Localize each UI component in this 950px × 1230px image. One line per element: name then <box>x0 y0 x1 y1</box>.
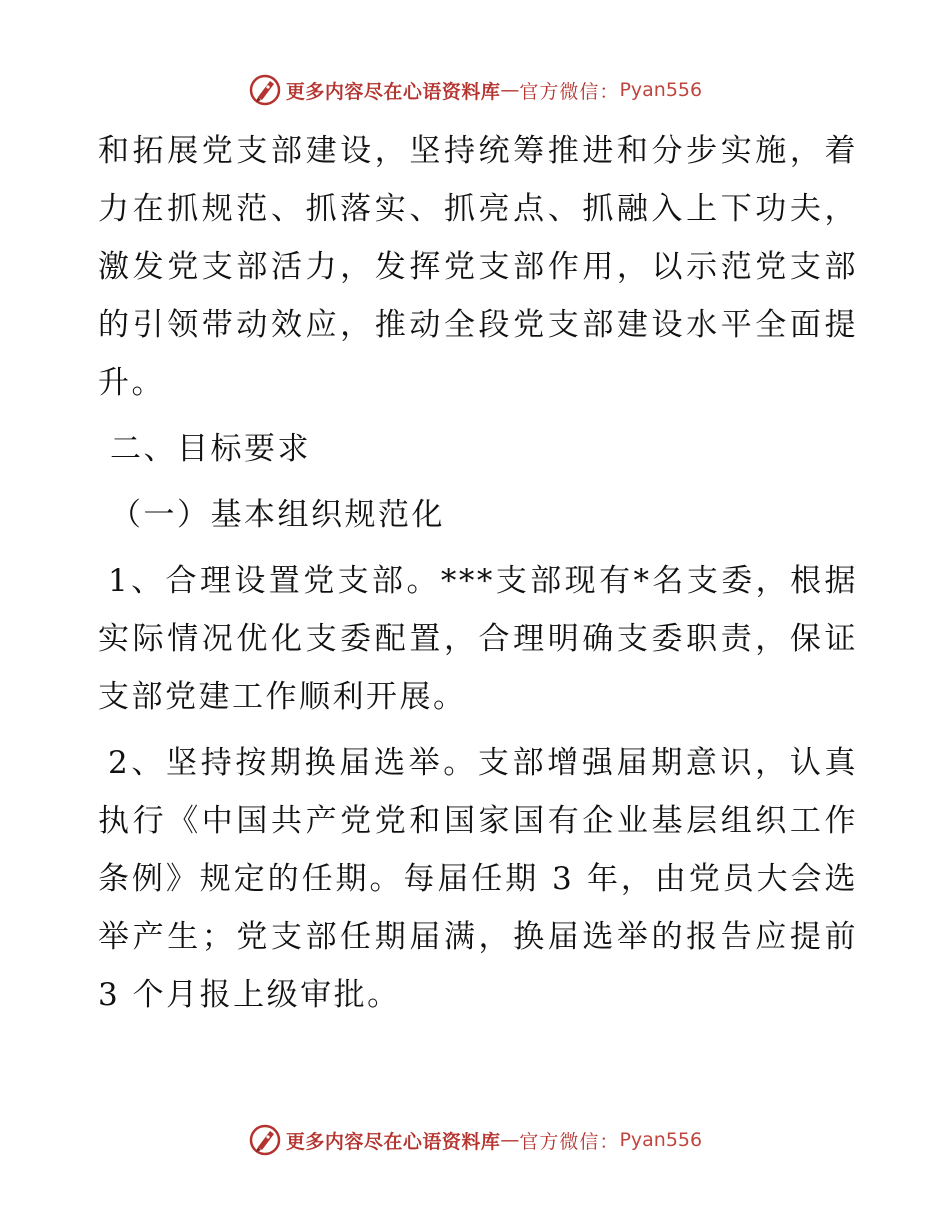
banner-promo-text: 更多内容尽在心语资料库 <box>285 80 501 103</box>
intro-paragraph: 和拓展党支部建设，坚持统筹推进和分步实施，着力在抓规范、抓落实、抓亮点、抓融入上下功夫，激发党支部活力，发挥党支部作用，以示范党支部的引领带动效应，推动全段党支部建设水平全面提升。 <box>98 133 858 401</box>
banner-wechat-id: Pyan556 <box>619 79 703 101</box>
pen-nib-logo-icon <box>248 1123 282 1157</box>
banner-dash: — <box>500 1129 520 1151</box>
subsection-heading: （一）基本组织规范化 <box>110 497 445 533</box>
banner-wechat-id: Pyan556 <box>619 1129 703 1151</box>
pen-nib-logo-icon <box>248 73 282 107</box>
banner-wechat-label: 官方微信： <box>519 1130 620 1153</box>
header-banner <box>0 70 950 110</box>
banner-promo-text: 更多内容尽在心语资料库 <box>285 1130 501 1153</box>
list-item-1: 1、合理设置党支部。***支部现有*名支委，根据实际情况优化支委配置，合理明确支委职责，保证支部党建工作顺利开展。 <box>98 563 858 715</box>
footer-banner <box>0 1120 950 1160</box>
banner-wechat-label: 官方微信： <box>519 80 620 103</box>
document-body <box>98 122 858 1024</box>
banner-dash: — <box>500 79 520 101</box>
section-heading: 二、目标要求 <box>110 431 311 467</box>
list-item-2: 2、坚持按期换届选举。支部增强届期意识，认真执行《中国共产党党和国家国有企业基层组织工作条例》规定的任期。每届任期 3 年，由党员大会选举产生；党支部任期届满，换届选举的报告应提前 3 个月报上级审批。 <box>98 745 858 1013</box>
